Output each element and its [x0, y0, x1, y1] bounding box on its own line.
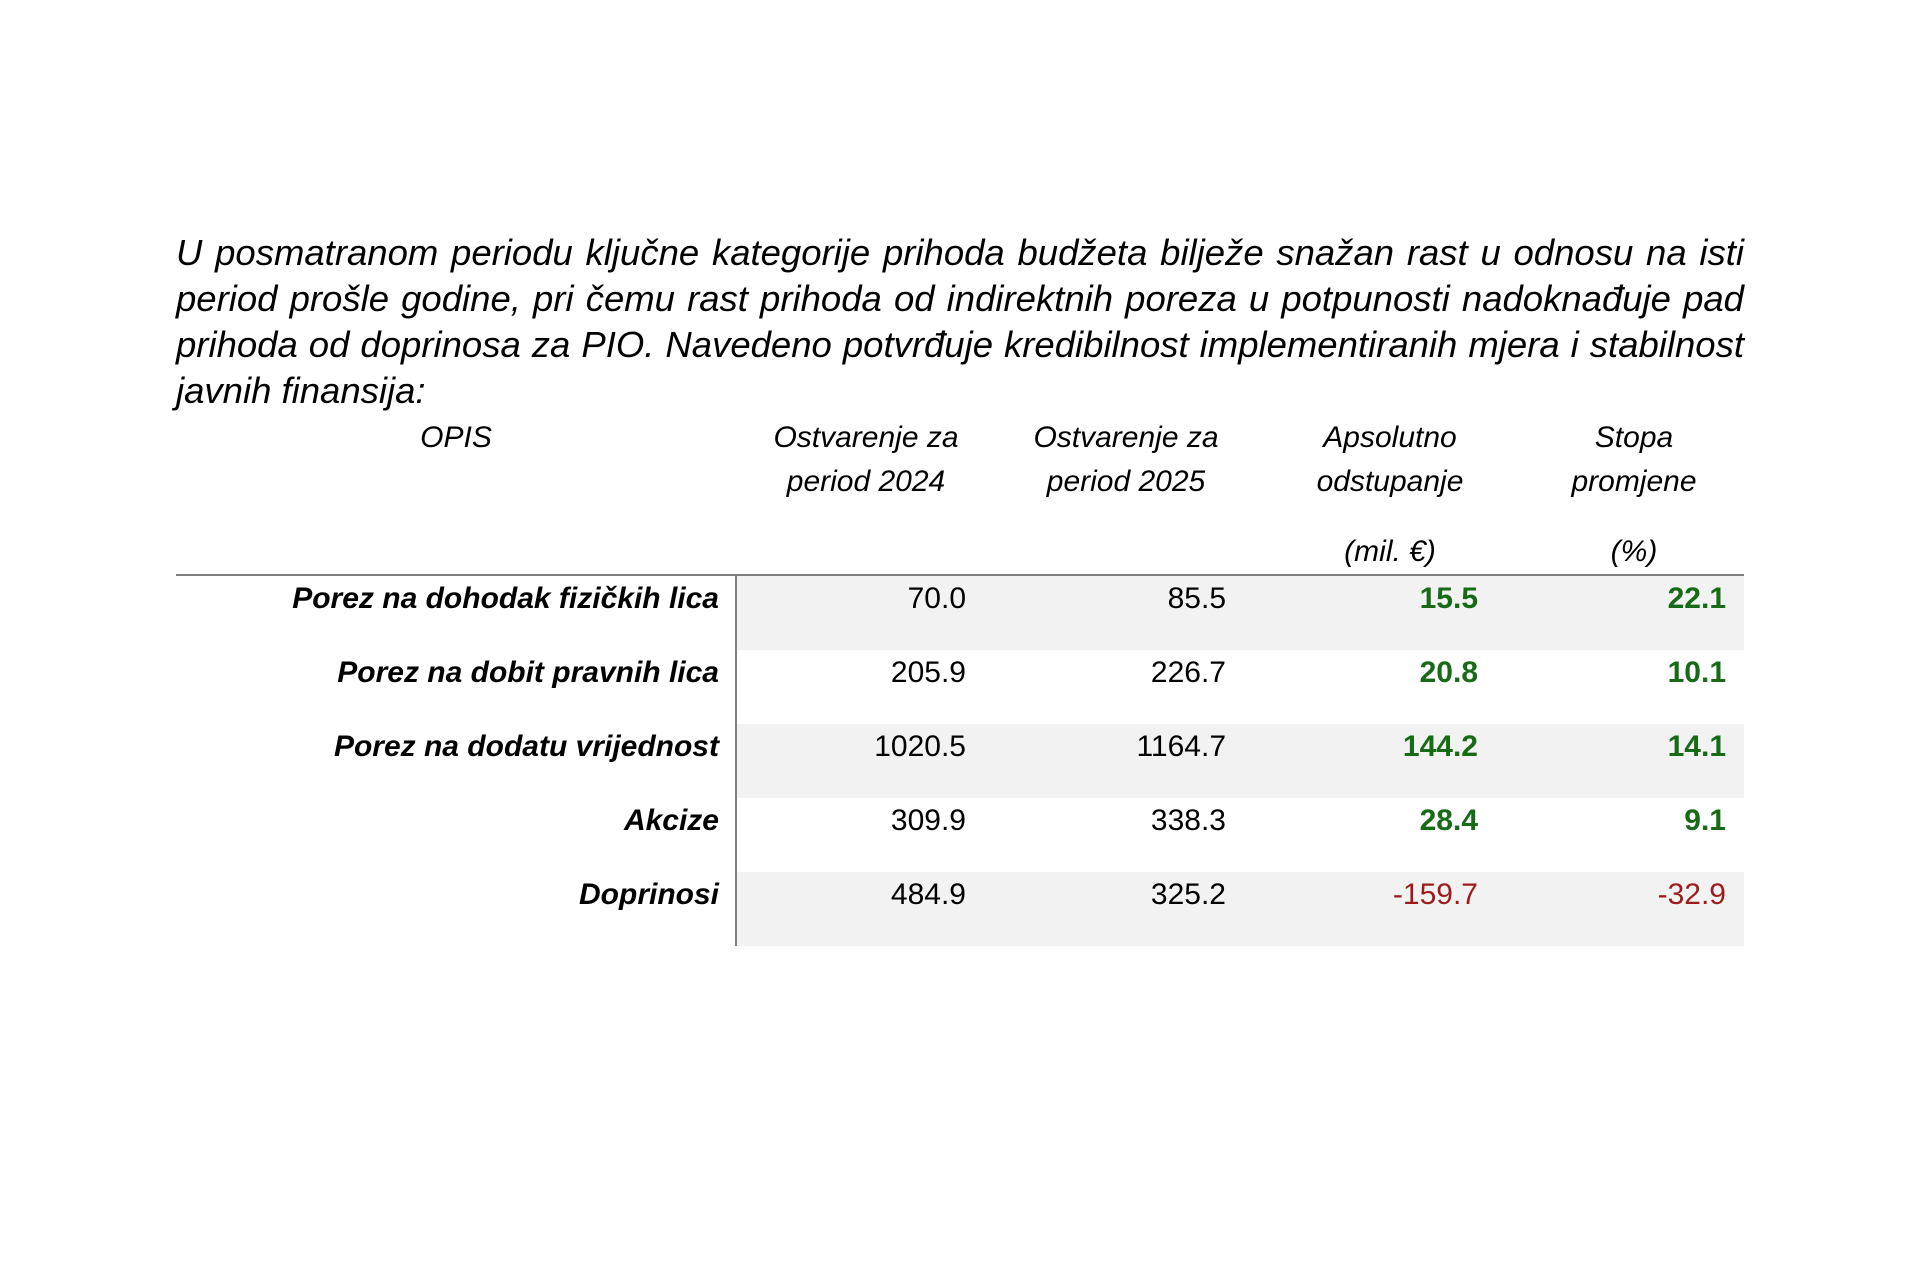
table-row: [176, 650, 1744, 724]
absolute-deviation: 28.4: [1419, 804, 1478, 837]
value-2025: 338.3: [1150, 804, 1226, 837]
absolute-deviation: 144.2: [1256, 724, 1524, 798]
row-label: Porez na dodatu vrijednost: [176, 724, 736, 798]
rate-of-change: 10.1: [1667, 656, 1726, 689]
revenue-table: [176, 416, 1744, 946]
row-label: Porez na dobit pravnih lica: [176, 650, 736, 724]
intro-paragraph: U posmatranom periodu ključne kategorije prihoda budžeta bilježe snažan rast u odnosu na isti period prošle godine, pri čemu rast prihoda od indirektnih poreza u potpunosti nadoknađuje pad prihoda od doprinosa za PIO. Navedeno potvrđuje kredibilnost implementiranih mjera i stabilnost javnih finansija:: [176, 232, 1744, 411]
value-2024: 205.9: [890, 656, 966, 689]
document-content: [176, 230, 1744, 946]
value-2025: 85.5: [996, 575, 1256, 650]
value-2024: 70.0: [736, 575, 996, 650]
value-2025: 325.2: [996, 872, 1256, 946]
row-label: Porez na dohodak fizičkih lica: [176, 575, 736, 650]
header-unit-percent: (%): [1610, 535, 1658, 568]
header-rate-of-change: Stopa promjene (%): [1524, 416, 1744, 575]
absolute-deviation: -159.7: [1256, 872, 1524, 946]
table-row: [176, 872, 1744, 946]
table-row: [176, 724, 1744, 798]
absolute-deviation: 20.8: [1419, 656, 1478, 689]
value-2025: 1164.7: [996, 724, 1256, 798]
header-period-2025: Ostvarenje za period 2025: [996, 416, 1256, 575]
rate-of-change: 22.1: [1524, 575, 1744, 650]
rate-of-change: 9.1: [1684, 804, 1726, 837]
value-2025: 226.7: [1150, 656, 1226, 689]
value-2024: 309.9: [890, 804, 966, 837]
absolute-deviation: 15.5: [1256, 575, 1524, 650]
value-2024: 484.9: [736, 872, 996, 946]
header-opis: OPIS: [176, 416, 736, 575]
table-header-row: [176, 416, 1744, 575]
rate-of-change: -32.9: [1524, 872, 1744, 946]
header-period-2024: Ostvarenje za period 2024: [736, 416, 996, 575]
header-unit-mil-eur: (mil. €): [1344, 535, 1436, 568]
rate-of-change: 14.1: [1524, 724, 1744, 798]
value-2024: 1020.5: [736, 724, 996, 798]
table-row: [176, 798, 1744, 872]
row-label: Doprinosi: [176, 872, 736, 946]
table-row: [176, 575, 1744, 650]
row-label: Akcize: [176, 798, 736, 872]
header-absolute-deviation: Apsolutno odstupanje (mil. €): [1256, 416, 1524, 575]
